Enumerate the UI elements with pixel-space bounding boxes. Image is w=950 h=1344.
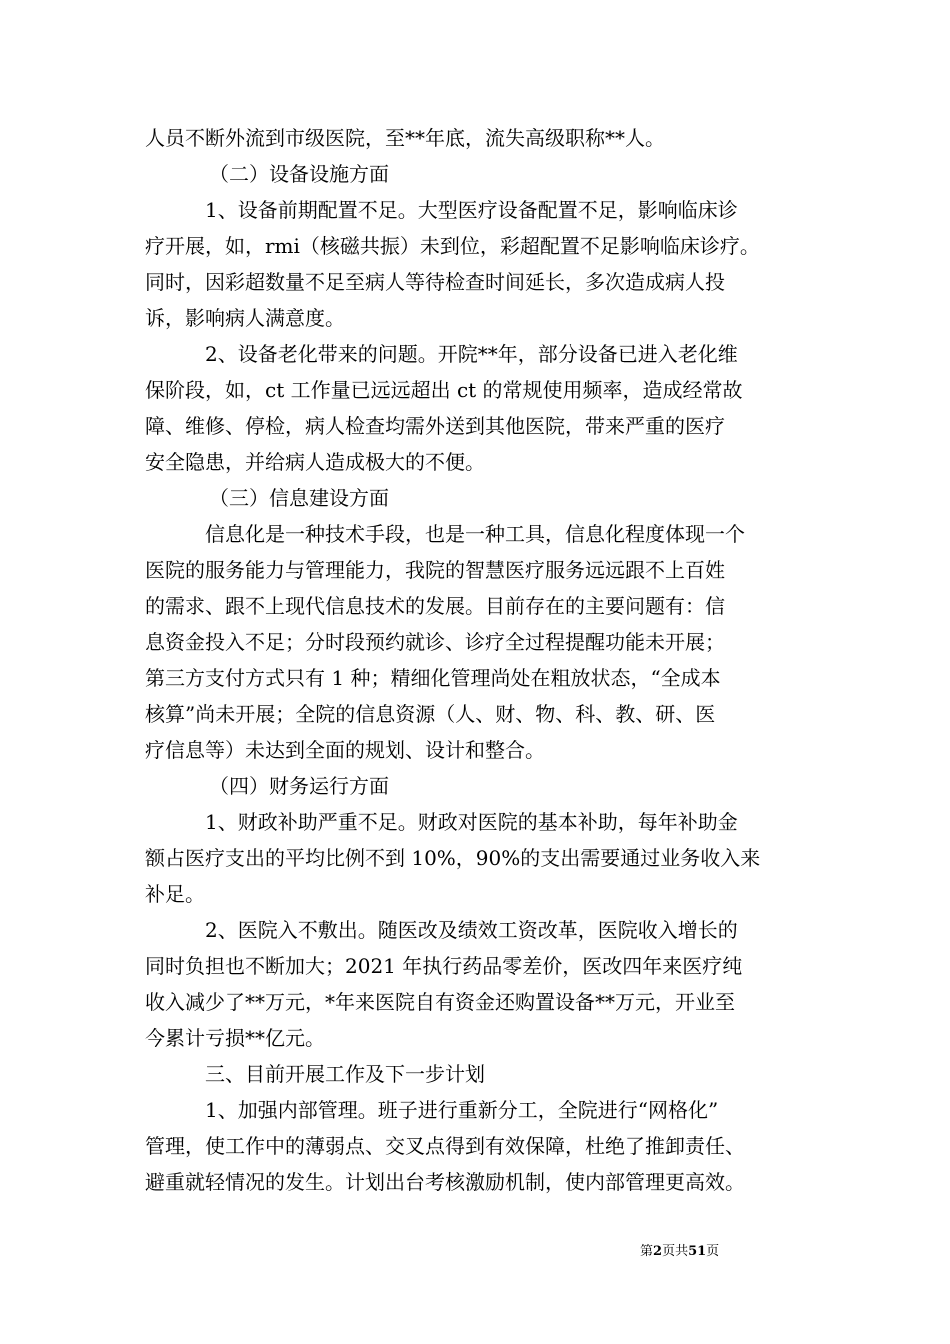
- text-line: 障、维修、停检，病人检查均需外送到其他医院，带来严重的医疗: [145, 414, 725, 438]
- text-line: 收入减少了**万元，*年来医院自有资金还购置设备**万元，开业至: [145, 990, 735, 1014]
- text-line: 同时负担也不断加大；2021 年执行药品零差价，医改四年来医疗纯: [145, 954, 743, 978]
- current-page-number: 2: [653, 1244, 663, 1259]
- text-line: 核算”尚未开展；全院的信息资源（人、财、物、科、教、研、医: [145, 702, 716, 726]
- footer-suffix: 页: [706, 1244, 720, 1259]
- total-pages-number: 51: [688, 1244, 707, 1259]
- section-heading: （二）设备设施方面: [209, 162, 389, 186]
- body-text: [145, 120, 813, 1200]
- page-footer: [640, 1242, 840, 1262]
- footer-middle: 页共: [662, 1244, 689, 1259]
- section-heading: 三、目前开展工作及下一步计划: [205, 1062, 485, 1086]
- text-line: 额占医疗支出的平均比例不到 10%，90%的支出需要通过业务收入来: [145, 846, 761, 870]
- text-line: 1、设备前期配置不足。大型医疗设备配置不足，影响临床诊: [205, 198, 738, 222]
- text-line: 人员不断外流到市级医院，至**年底，流失高级职称**人。: [145, 126, 665, 150]
- text-line: 安全隐患，并给病人造成极大的不便。: [145, 450, 485, 474]
- text-line: 管理，使工作中的薄弱点、交叉点得到有效保障，杜绝了推卸责任、: [145, 1134, 745, 1158]
- text-line: 息资金投入不足；分时段预约就诊、诊疗全过程提醒功能未开展；: [145, 630, 725, 654]
- text-line: 保阶段，如，ct 工作量已远远超出 ct 的常规使用频率，造成经常故: [145, 378, 743, 402]
- text-line: 诉，影响病人满意度。: [145, 306, 345, 330]
- text-line: 疗信息等）未达到全面的规划、设计和整合。: [145, 738, 545, 762]
- text-line: 1、财政补助严重不足。财政对医院的基本补助，每年补助金: [205, 810, 738, 834]
- text-line: 的需求、跟不上现代信息技术的发展。目前存在的主要问题有：信: [145, 594, 725, 618]
- text-line: 疗开展，如，rmi（核磁共振）未到位，彩超配置不足影响临床诊疗。: [145, 234, 760, 258]
- text-line: 信息化是一种技术手段，也是一种工具，信息化程度体现一个: [205, 522, 745, 546]
- section-heading: （三）信息建设方面: [209, 486, 389, 510]
- text-line: 1、加强内部管理。班子进行重新分工，全院进行“网格化”: [205, 1098, 719, 1122]
- text-line: 补足。: [145, 882, 205, 906]
- text-line: 2、医院入不敷出。随医改及绩效工资改革，医院收入增长的: [205, 918, 738, 942]
- text-line: 今累计亏损**亿元。: [145, 1026, 325, 1050]
- footer-prefix: 第: [640, 1244, 654, 1259]
- text-line: 避重就轻情况的发生。计划出台考核激励机制，使内部管理更高效。: [145, 1170, 745, 1194]
- text-line: 同时，因彩超数量不足至病人等待检查时间延长，多次造成病人投: [145, 270, 725, 294]
- text-line: 医院的服务能力与管理能力，我院的智慧医疗服务远远跟不上百姓: [145, 558, 725, 582]
- text-line: 第三方支付方式只有 1 种；精细化管理尚处在粗放状态，“全成本: [145, 666, 721, 690]
- text-line: 2、设备老化带来的问题。开院**年，部分设备已进入老化维: [205, 342, 738, 366]
- section-heading: （四）财务运行方面: [209, 774, 389, 798]
